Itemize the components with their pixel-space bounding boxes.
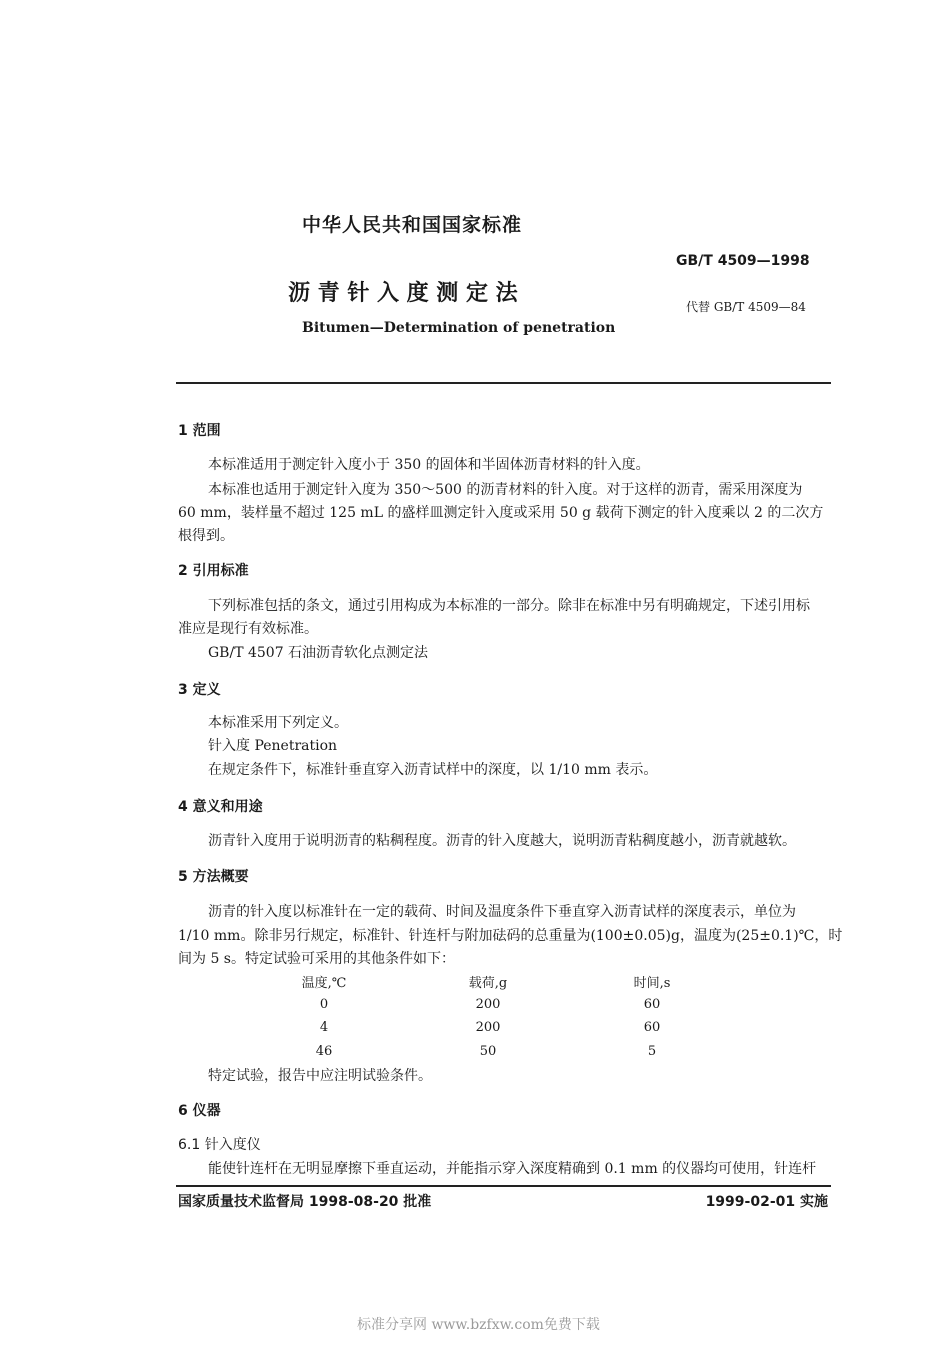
section-5-heading: 5 方法概要 [178,869,249,885]
table-cell: 200 [475,997,501,1012]
section-2-p1-line1: 下列标准包括的条文，通过引用构成为本标准的一部分。除非在标准中另有明确规定，下述引用标 [208,598,810,614]
title-cn: 沥 青 针 入 度 测 定 法 [288,281,518,306]
approval-line: 国家质量技术监督局 1998-08-20 批准 [178,1194,432,1210]
section-2-p1-line2: 准应是现行有效标准。 [178,621,318,637]
section-1-heading: 1 范围 [178,423,221,439]
section-4-heading: 4 意义和用途 [178,799,263,815]
section-6-heading: 6 仪器 [178,1103,221,1119]
section-5-note: 特定试验，报告中应注明试验条件。 [208,1068,432,1084]
table-header-time: 时间,s [633,976,671,991]
table-cell: 0 [319,997,329,1012]
section-1-p2-line3: 根得到。 [178,528,234,544]
section-3-heading: 3 定义 [178,682,221,698]
section-5-p1-line2: 1/10 mm。除非另行规定，标准针、针连杆与附加砝码的总重量为(100±0.05)g，温度为(25±0.1)℃，时 [178,928,843,944]
section-4-p1: 沥青针入度用于说明沥青的粘稠程度。沥青的针入度越大，说明沥青粘稠度越小，沥青就越软。 [208,833,796,849]
section-1-p2-line2: 60 mm，装样量不超过 125 mL 的盛样皿测定针入度或采用 50 g 载荷下测定的针入度乘以 2 的二次方 [178,505,824,521]
table-cell: 60 [643,997,661,1012]
section-1-p2-line1: 本标准也适用于测定针入度为 350～500 的沥青材料的针入度。对于这样的沥青，需采用深度为 [208,482,803,498]
watermark: 标准分享网 www.bzfxw.com免费下载 [357,1317,600,1333]
section-1-p1: 本标准适用于测定针入度小于 350 的固体和半固体沥青材料的针入度。 [208,457,650,473]
section-3-term: 针入度 Penetration [208,738,338,754]
section-3-definition: 在规定条件下，标准针垂直穿入沥青试样中的深度，以 1/10 mm 表示。 [208,762,658,778]
footer-rule [176,1185,831,1187]
section-2-reference: GB/T 4507 石油沥青软化点测定法 [208,645,429,661]
section-6-1-p1: 能使针连杆在无明显摩擦下垂直运动，并能指示穿入深度精确到 0.1 mm 的仪器均可使用，针连杆 [208,1161,817,1177]
table-cell: 5 [647,1044,657,1059]
table-cell: 4 [319,1020,329,1035]
header-rule [176,382,831,384]
table-cell: 46 [315,1044,333,1059]
table-cell: 50 [479,1044,497,1059]
org-title: 中华人民共和国国家标准 [302,214,523,236]
table-header-load: 载荷,g [468,976,508,991]
section-5-p1-line1: 沥青的针入度以标准针在一定的载荷、时间及温度条件下垂直穿入沥青试样的深度表示，单位为 [208,904,796,920]
section-2-heading: 2 引用标准 [178,563,249,579]
title-en: Bitumen—Determination of penetration [302,320,616,336]
table-cell: 200 [475,1020,501,1035]
replaces-note: 代替 GB/T 4509—84 [686,300,806,314]
table-header-temperature: 温度,℃ [301,976,347,991]
section-5-p1-line3: 间为 5 s。特定试验可采用的其他条件如下： [178,951,455,967]
implementation-date: 1999-02-01 实施 [705,1194,828,1210]
section-6-1-heading: 6.1 针入度仪 [178,1137,261,1153]
standard-number: GB/T 4509—1998 [676,253,810,269]
section-3-p1: 本标准采用下列定义。 [208,715,348,731]
table-cell: 60 [643,1020,661,1035]
